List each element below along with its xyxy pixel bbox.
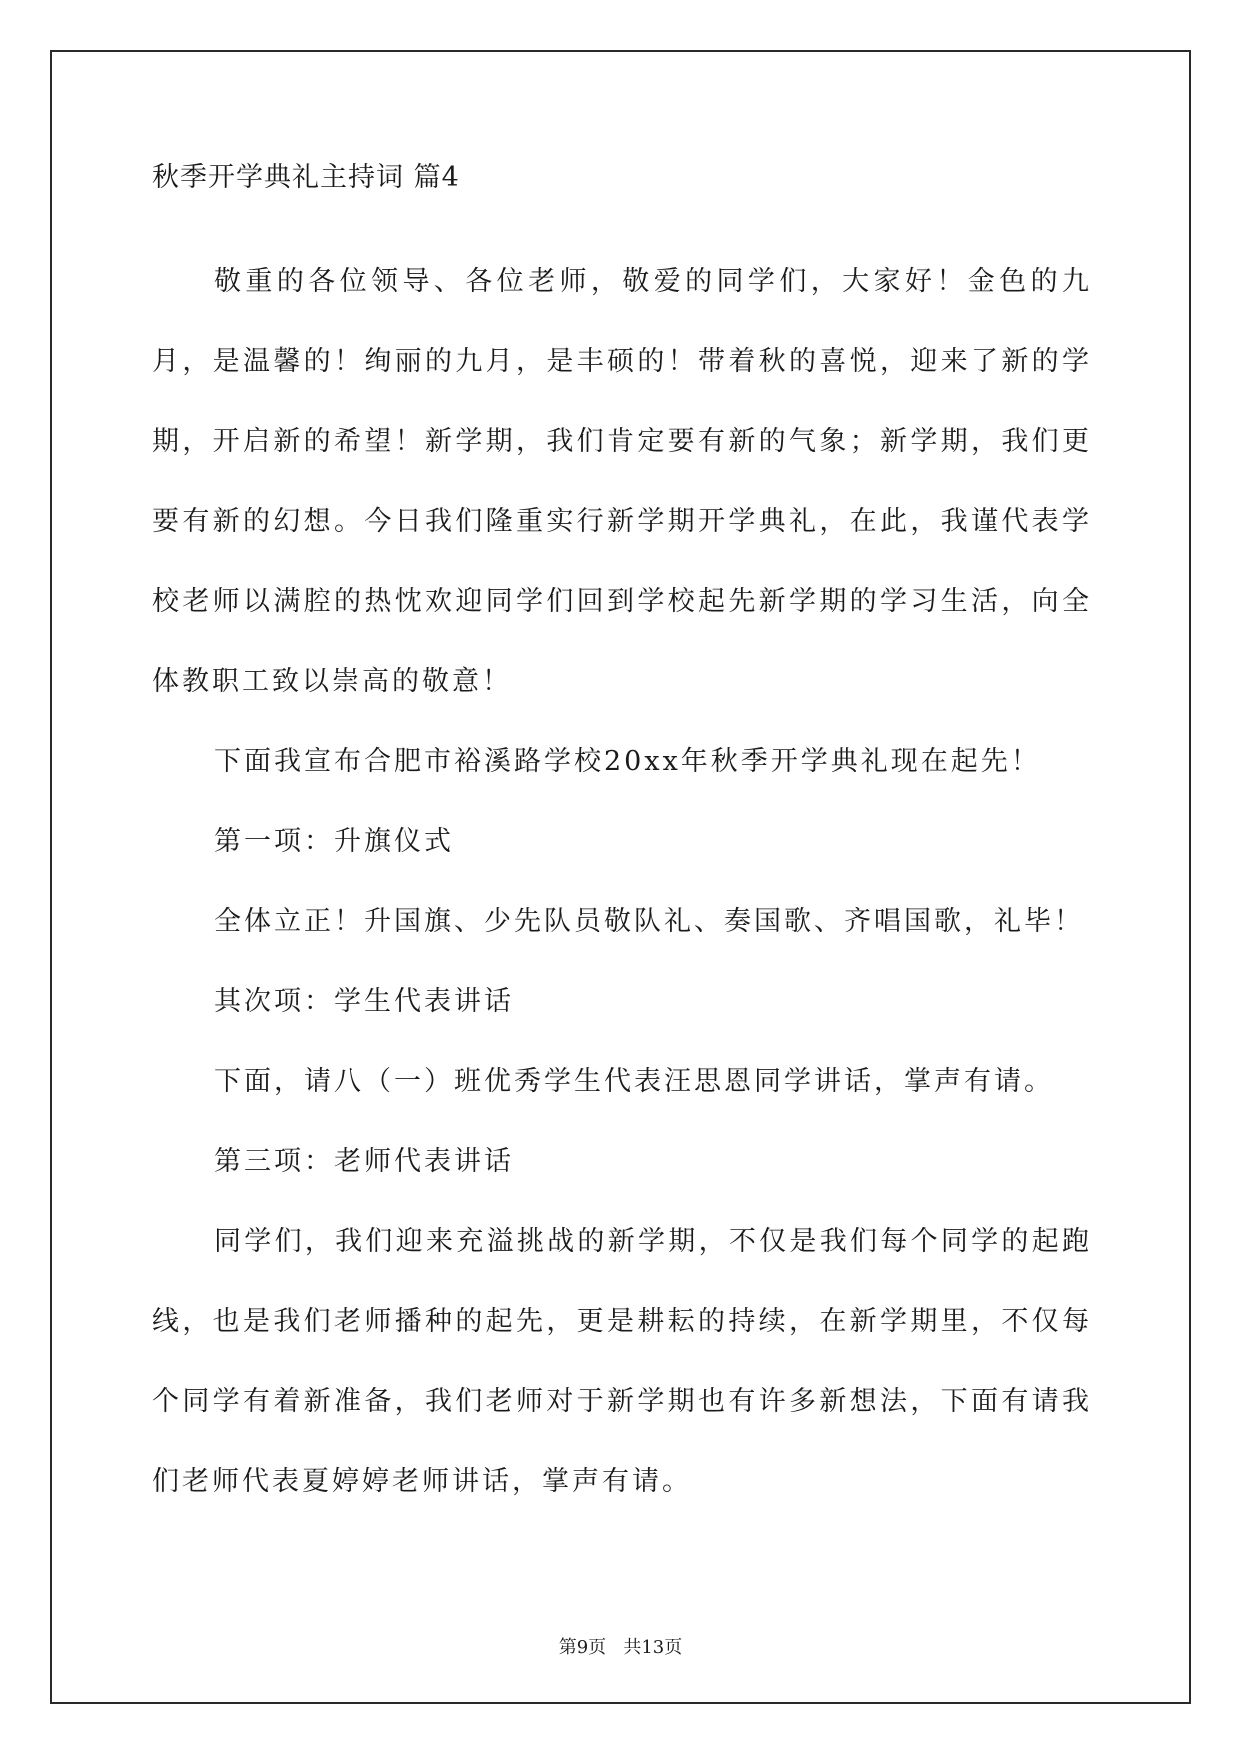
paragraph-announcement: 下面我宣布合肥市裕溪路学校20xx年秋季开学典礼现在起先！ (214, 746, 1041, 777)
document-title: 秋季开学典礼主持词 篇4 (152, 162, 460, 193)
paragraph-opening-remarks: 敬重的各位领导、各位老师，敬爱的同学们，大家好！金色的九月，是温馨的！绚丽的九月，是丰硕的！带着秋的喜悦，迎来了新的学期，开启新的希望！新学期，我们肯定要有新的气象；新学期，我们更要有新的幻想。今日我们隆重实行新学期开学典礼，在此，我谨代表学校老师以满腔的热忱欢迎同学们回到学校起先新学期的学习生活，向全体教职工致以崇高的敬意！ (152, 266, 1092, 697)
document-body (152, 158, 1092, 1522)
agenda-item-2-heading: 其次项：学生代表讲话 (214, 986, 514, 1017)
page-number-footer: 第9页 共13页 (558, 1637, 683, 1658)
agenda-item-3-heading: 第三项：老师代表讲话 (214, 1146, 514, 1177)
paragraph-student-speech: 下面，请八（一）班优秀学生代表汪思恩同学讲话，掌声有请。 (214, 1066, 1054, 1097)
paragraph-teacher-intro: 同学们，我们迎来充溢挑战的新学期，不仅是我们每个同学的起跑线，也是我们老师播种的起先，更是耕耘的持续，在新学期里，不仅每个同学有着新准备，我们老师对于新学期也有许多新想法，下面有请我们老师代表夏婷婷老师讲话，掌声有请。 (152, 1226, 1092, 1497)
agenda-item-1-heading: 第一项：升旗仪式 (214, 826, 454, 857)
paragraph-flag-ceremony: 全体立正！升国旗、少先队员敬队礼、奏国歌、齐唱国歌，礼毕！ (214, 906, 1084, 937)
